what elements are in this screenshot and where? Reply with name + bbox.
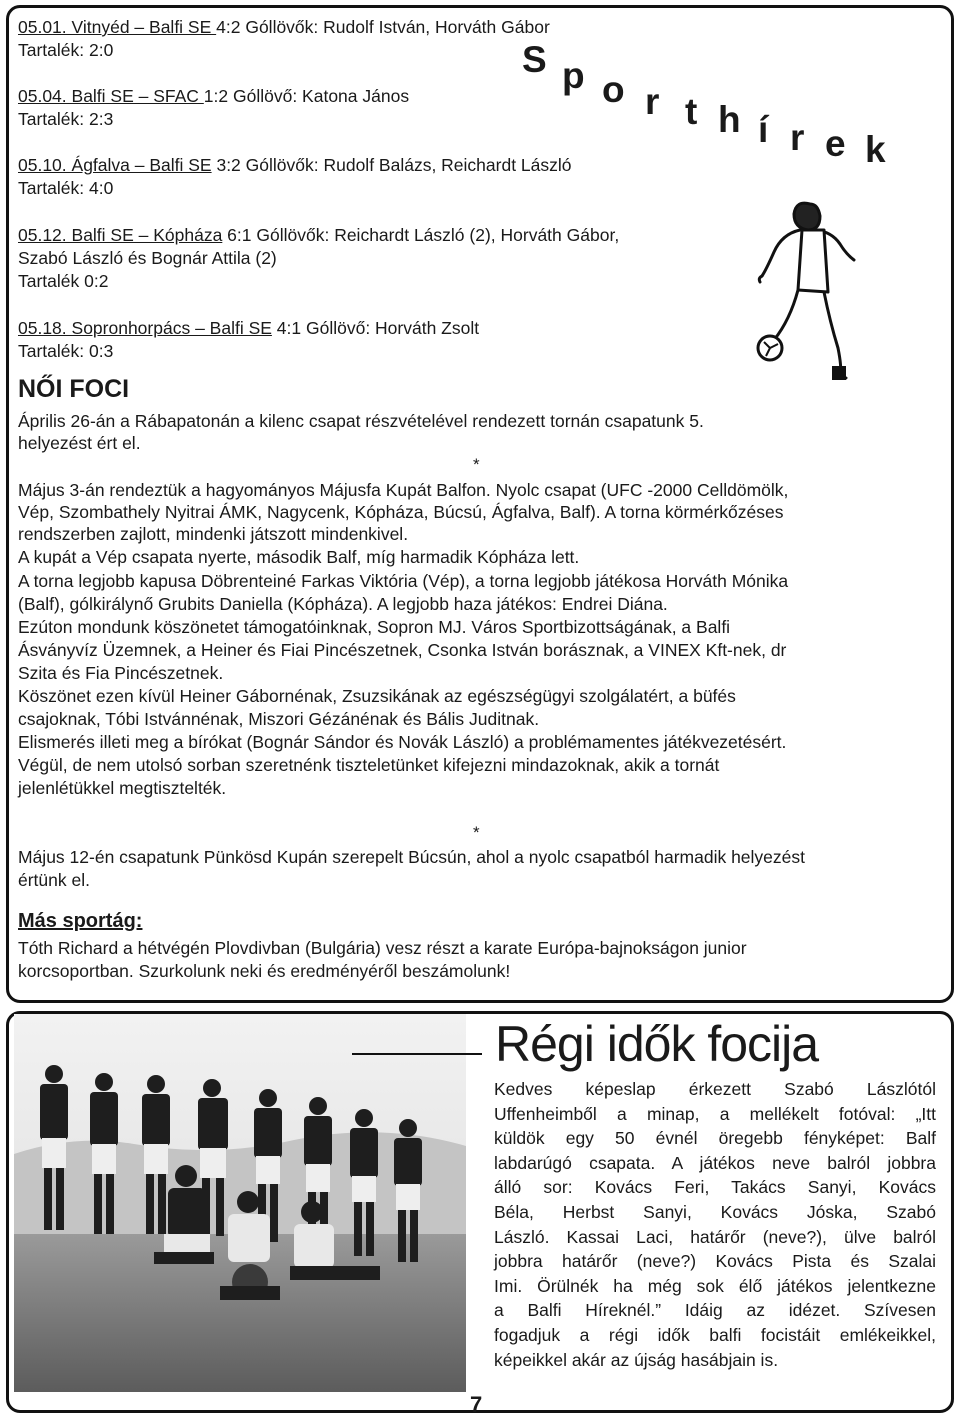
article-line: labdarúgó csapata. A játékos neve balról jobbra: [494, 1152, 936, 1173]
team-photo: [14, 1014, 466, 1392]
result-line: 05.10. Ágfalva – Balfi SE 3:2 Góllövők: Rudolf Balázs, Reichardt László: [18, 155, 572, 175]
paragraph-line: helyezést ért el.: [18, 433, 141, 453]
paragraph-line: jelenlétükkel megtisztelték.: [18, 778, 227, 798]
result-line: 05.18. Sopronhorpács – Balfi SE 4:1 Góllövő: Horváth Zsolt: [18, 318, 480, 338]
article-line: Kedves képeslap érkezett Szabó Lászlótól: [494, 1079, 936, 1099]
paragraph-line: Május 12-én csapatunk Pünkösd Kupán szerepelt Búcsún, ahol a nyolc csapatból harmadik helyezést: [18, 847, 805, 867]
article-line: fogadjuk a régi idők balfi focistáit emlékeikkel,: [494, 1324, 936, 1345]
article-line: Uffenheimből a minap, a mellékelt fotóval: „Itt: [494, 1103, 936, 1124]
paragraph-line: Tóth Richard a hétvégén Plovdivban (Bulgária) vesz részt a karate Európa-bajnokságon junior: [18, 938, 747, 958]
paragraph-line: korcsoportban. Szurkolunk neki és eredményéről beszámolunk!: [18, 961, 511, 981]
title-letter: e: [825, 123, 846, 164]
article-line: a Balfi Híreknél.” Idáig az idézet. Szívesen: [494, 1300, 936, 1321]
article-line: képeikkel akár az újság hasábjain is.: [494, 1349, 779, 1370]
paragraph-line: rendszerben zajlott, mindenki játszott mindenkivel.: [18, 524, 409, 544]
title-letter: r: [790, 117, 805, 158]
sporthirek-title: [0, 0, 960, 200]
result-line: 05.01. Vitnyéd – Balfi SE 4:2 Góllövők: Rudolf István, Horváth Gábor: [18, 17, 550, 37]
paragraph-line: Elismerés illeti meg a bírókat (Bognár Sándor és Novák László) a problémamentes játékvezetésért.: [18, 732, 787, 752]
article-body: [494, 1077, 936, 1372]
paragraph-line: (Balf), gólkirálynő Grubits Daniella (Kópháza). A legjobb haza játékos: Endrei Diána.: [18, 594, 668, 614]
football-player-illustration: [752, 190, 862, 390]
result-scorers-cont: Szabó László és Bognár Attila (2): [18, 248, 277, 268]
section-title: NŐI FOCI: [18, 375, 130, 403]
paragraph-line: Május 3-án rendeztük a hagyományos Májusfa Kupát Balfon. Nyolc csapat (UFC -2000 Celldömölk,: [18, 480, 789, 500]
article-line: küldök egy 50 évnél öregebb fényképet: Balf: [494, 1128, 936, 1149]
article-line: Imi. Örülnék ha még sok élő játékos jelentkezne: [494, 1275, 936, 1296]
paragraph-line: Végül, de nem utolsó sorban szeretnénk tiszteletünket kifejezni mindazoknak, akik a tornát: [18, 755, 720, 775]
paragraph-line: Ásványvíz Üzemnek, a Heiner és Fiai Pincészetnek, Csonka István borásznak, a VINEX Kft-nek, dr: [18, 640, 787, 660]
article-line: jobbra határőr (neve?) Kovács Pista és Szalai: [494, 1251, 936, 1272]
result-reserve: Tartalék 0:2: [18, 271, 109, 291]
article-line: László. Kassai Laci, határőr (neve?), ülve balról: [494, 1226, 936, 1247]
title-letter: k: [865, 129, 886, 170]
paragraph-line: Április 26-án a Rábapatonán a kilenc csapat részvételével rendezett tornán csapatunk 5.: [18, 411, 704, 431]
result-reserve: Tartalék: 2:3: [18, 109, 114, 129]
title-rule: [352, 1053, 482, 1055]
title-letter: o: [602, 69, 625, 110]
result-line: 05.04. Balfi SE – SFAC 1:2 Góllövő: Katona János: [18, 86, 410, 106]
title-letter: h: [718, 99, 741, 140]
article-title: Régi idők focija: [495, 1016, 819, 1072]
paragraph-line: Vép, Szombathely Nyitrai ÁMK, Nagycenk, Kópháza, Búcsú, Ágfalva, Balf). A torna körmérkőzéses: [18, 502, 784, 522]
paragraph-line: A torna legjobb kapusa Döbrenteiné Farkas Viktória (Vép), a torna legjobb játékosa Horváth Mónika: [18, 571, 789, 591]
paragraph-line: Köszönet ezen kívül Heiner Gábornénak, Zsuzsikának az egészségügyi szolgálatért, a büfés: [18, 686, 736, 706]
title-letter: t: [685, 91, 698, 132]
article-line: Béla, Herbst Sanyi, Kovács Jóska, Szabó: [494, 1201, 936, 1222]
paragraph-line: A kupát a Vép csapata nyerte, második Balf, míg harmadik Kópháza lett.: [18, 547, 580, 567]
result-reserve: Tartalék: 4:0: [18, 178, 114, 198]
result-line: 05.12. Balfi SE – Kópháza 6:1 Góllövők: Reichardt László (2), Horváth Gábor,: [18, 225, 620, 245]
title-letter: p: [562, 55, 585, 96]
title-letter: r: [645, 81, 660, 122]
title-letter: S: [522, 39, 547, 80]
paragraph-line: Szita és Fia Pincészetnek.: [18, 663, 224, 683]
paragraph-line: Ezúton mondunk köszönetet támogatóinknak, Sopron MJ. Város Sportbizottságának, a Balfi: [18, 617, 731, 637]
result-reserve: Tartalék: 0:3: [18, 341, 114, 361]
result-reserve: Tartalék: 2:0: [18, 40, 114, 60]
paragraph-line: értünk el.: [18, 870, 90, 890]
separator-star: *: [473, 455, 480, 474]
article-line: álló sor: Kovács Feri, Takács Sanyi, Kovács: [494, 1177, 936, 1198]
paragraph-line: csajoknak, Tóbi Istvánnénak, Miszori Gézánénak és Bális Juditnak.: [18, 709, 540, 729]
separator-star: *: [473, 823, 480, 842]
page-number: 7: [470, 1392, 483, 1417]
section-title: Más sportág:: [18, 910, 143, 932]
title-letter: í: [758, 109, 769, 150]
